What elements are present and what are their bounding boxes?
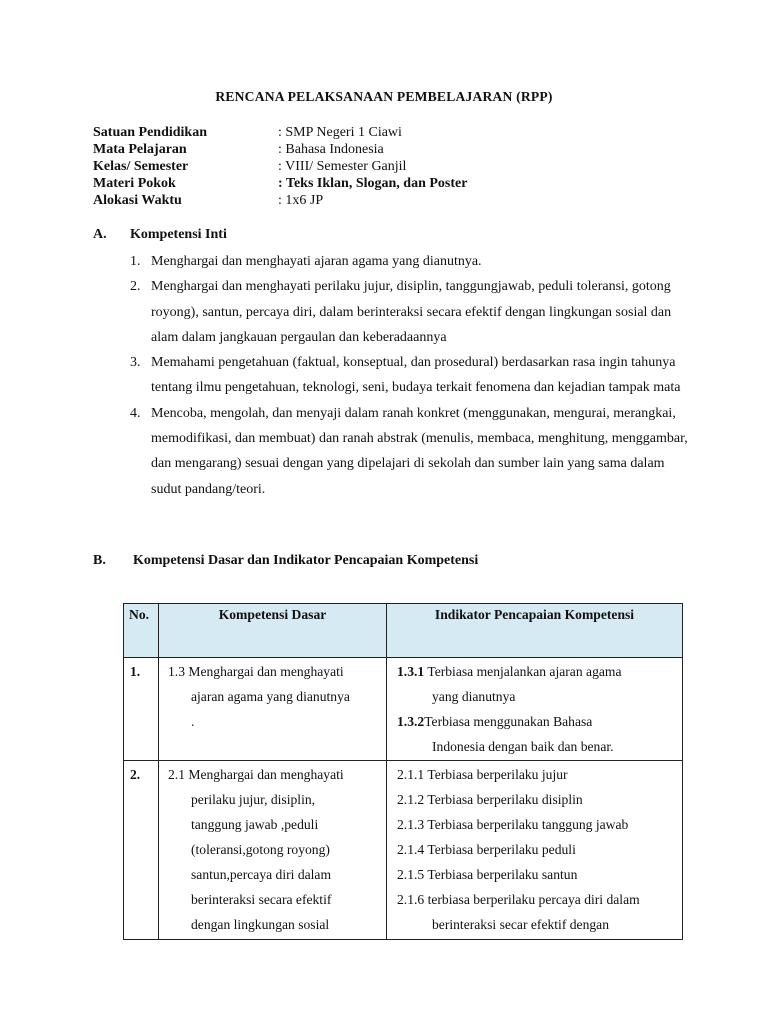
indicator-text: Terbiasa menggunakan Bahasa (424, 714, 593, 729)
identity-row (93, 192, 467, 209)
indicator-line: 2.1.2 Terbiasa berperilaku disiplin (397, 792, 583, 807)
kd-line: berinteraksi secara efektif (191, 892, 332, 907)
document-title: RENCANA PELAKSANAAN PEMBELAJARAN (RPP) (215, 89, 553, 104)
identity-value: : VIII/ Semester Ganjil (278, 159, 407, 174)
header-no: No. (124, 604, 159, 658)
competency-table (123, 603, 683, 940)
list-item (130, 350, 690, 401)
list-item-text: Menghargai dan menghayati perilaku jujur, disiplin, tanggungjawab, peduli toleransi, gotong royong), santun, percaya diri, dalam berinteraksi secara efektif dengan lingkungan sosial dan alam dalam jangkauan pergaulan dan keberadaannya (151, 279, 672, 345)
identity-label: Kelas/ Semester (93, 159, 189, 174)
kd-line: . (191, 714, 195, 729)
identity-value: : Bahasa Indonesia (278, 142, 384, 157)
section-a-heading (93, 227, 227, 243)
list-item-text: Mencoba, mengolah, dan menyaji dalam ranah konkret (menggunakan, mengurai, merangkai, memodifikasi, dan membuat) dan ranah abstrak (menulis, membaca, menghitung, menggambar, dan mengarang) sesuai dengan yang dipelajari di sekolah dan sumber lain yang sama dalam sudut pandang/teori. (151, 405, 688, 497)
list-item-text: Menghargai dan menghayati ajaran agama yang dianutnya. (151, 254, 482, 269)
kd-cell (159, 658, 387, 761)
list-item (130, 249, 690, 274)
list-item-text: Memahami pengetahuan (faktual, konseptual, dan prosedural) berdasarkan rasa ingin tahunya tentang ilmu pengetahuan, teknologi, seni, budaya terkait fenomena dan kejadian tampak mata (151, 355, 681, 396)
kd-line: (toleransi,gotong royong) (191, 842, 330, 857)
identity-value: : 1x6 JP (278, 193, 324, 208)
list-item (130, 401, 690, 502)
indicator-line: yang dianutnya (432, 689, 516, 704)
section-a-title: Kompetensi Inti (130, 227, 227, 242)
indicator-line: 2.1.6 terbiasa berperilaku percaya diri dalam (397, 892, 640, 907)
indicator-line (397, 659, 677, 684)
list-item (130, 274, 690, 350)
section-a-letter: A. (93, 227, 107, 242)
identity-value: : Teks Iklan, Slogan, dan Poster (278, 176, 468, 191)
kd-line: dengan lingkungan sosial (191, 917, 330, 932)
table-row (124, 658, 683, 761)
kd-cell (159, 761, 387, 940)
identity-row (93, 175, 467, 192)
kd-line: ajaran agama yang dianutnya (191, 689, 350, 704)
header-kompetensi-dasar: Kompetensi Dasar (159, 604, 387, 658)
indicator-line: 2.1.4 Terbiasa berperilaku peduli (397, 842, 576, 857)
row-number: 2. (124, 761, 159, 940)
section-b-letter: B. (93, 553, 106, 568)
section-b-title: Kompetensi Dasar dan Indikator Pencapaian Kompetensi (133, 553, 479, 568)
kd-line: 2.1 Menghargai dan menghayati (168, 767, 344, 782)
identity-label: Alokasi Waktu (93, 193, 182, 208)
kd-line: 1.3 Menghargai dan menghayati (168, 664, 344, 679)
kd-line: santun,percaya diri dalam (191, 867, 332, 882)
indicator-code: 1.3.2 (397, 714, 425, 729)
indicator-line (397, 709, 677, 734)
indicator-line: Indonesia dengan baik dan benar. (432, 739, 614, 754)
list-item-number: 3. (130, 355, 141, 371)
indicator-cell (387, 761, 683, 940)
section-b-heading (93, 553, 478, 569)
identity-label: Mata Pelajaran (93, 142, 187, 157)
identity-label: Satuan Pendidikan (93, 125, 207, 140)
kd-text (160, 659, 385, 734)
indicator-line: 2.1.3 Terbiasa berperilaku tanggung jawab (397, 817, 629, 832)
kd-line: tanggung jawab ,peduli (191, 817, 319, 832)
kd-line: perilaku jujur, disiplin, (191, 792, 316, 807)
list-item-number: 4. (130, 405, 141, 421)
indicator-code: 1.3.1 (397, 664, 425, 679)
indicator-line: 2.1.5 Terbiasa berperilaku santun (397, 867, 578, 882)
list-item-number: 2. (130, 279, 141, 295)
header-indikator: Indikator Pencapaian Kompetensi (387, 604, 683, 658)
identity-row (93, 124, 467, 141)
kompetensi-inti-list (130, 249, 690, 502)
identity-row (93, 141, 467, 158)
identity-block (93, 124, 467, 209)
list-item-number: 1. (130, 254, 141, 269)
kd-text (160, 762, 385, 937)
indicator-line: berinteraksi secar efektif dengan (432, 917, 610, 932)
identity-value: : SMP Negeri 1 Ciawi (278, 125, 402, 140)
indicator-list (388, 659, 681, 759)
identity-row (93, 158, 467, 175)
table-header-row (124, 604, 683, 658)
indicator-cell (387, 658, 683, 761)
table-row (124, 761, 683, 940)
indicator-text: Terbiasa menjalankan ajaran agama (424, 664, 622, 679)
indicator-list (388, 762, 681, 937)
row-number: 1. (124, 658, 159, 761)
indicator-line: 2.1.1 Terbiasa berperilaku jujur (397, 767, 568, 782)
identity-label: Materi Pokok (93, 176, 176, 191)
